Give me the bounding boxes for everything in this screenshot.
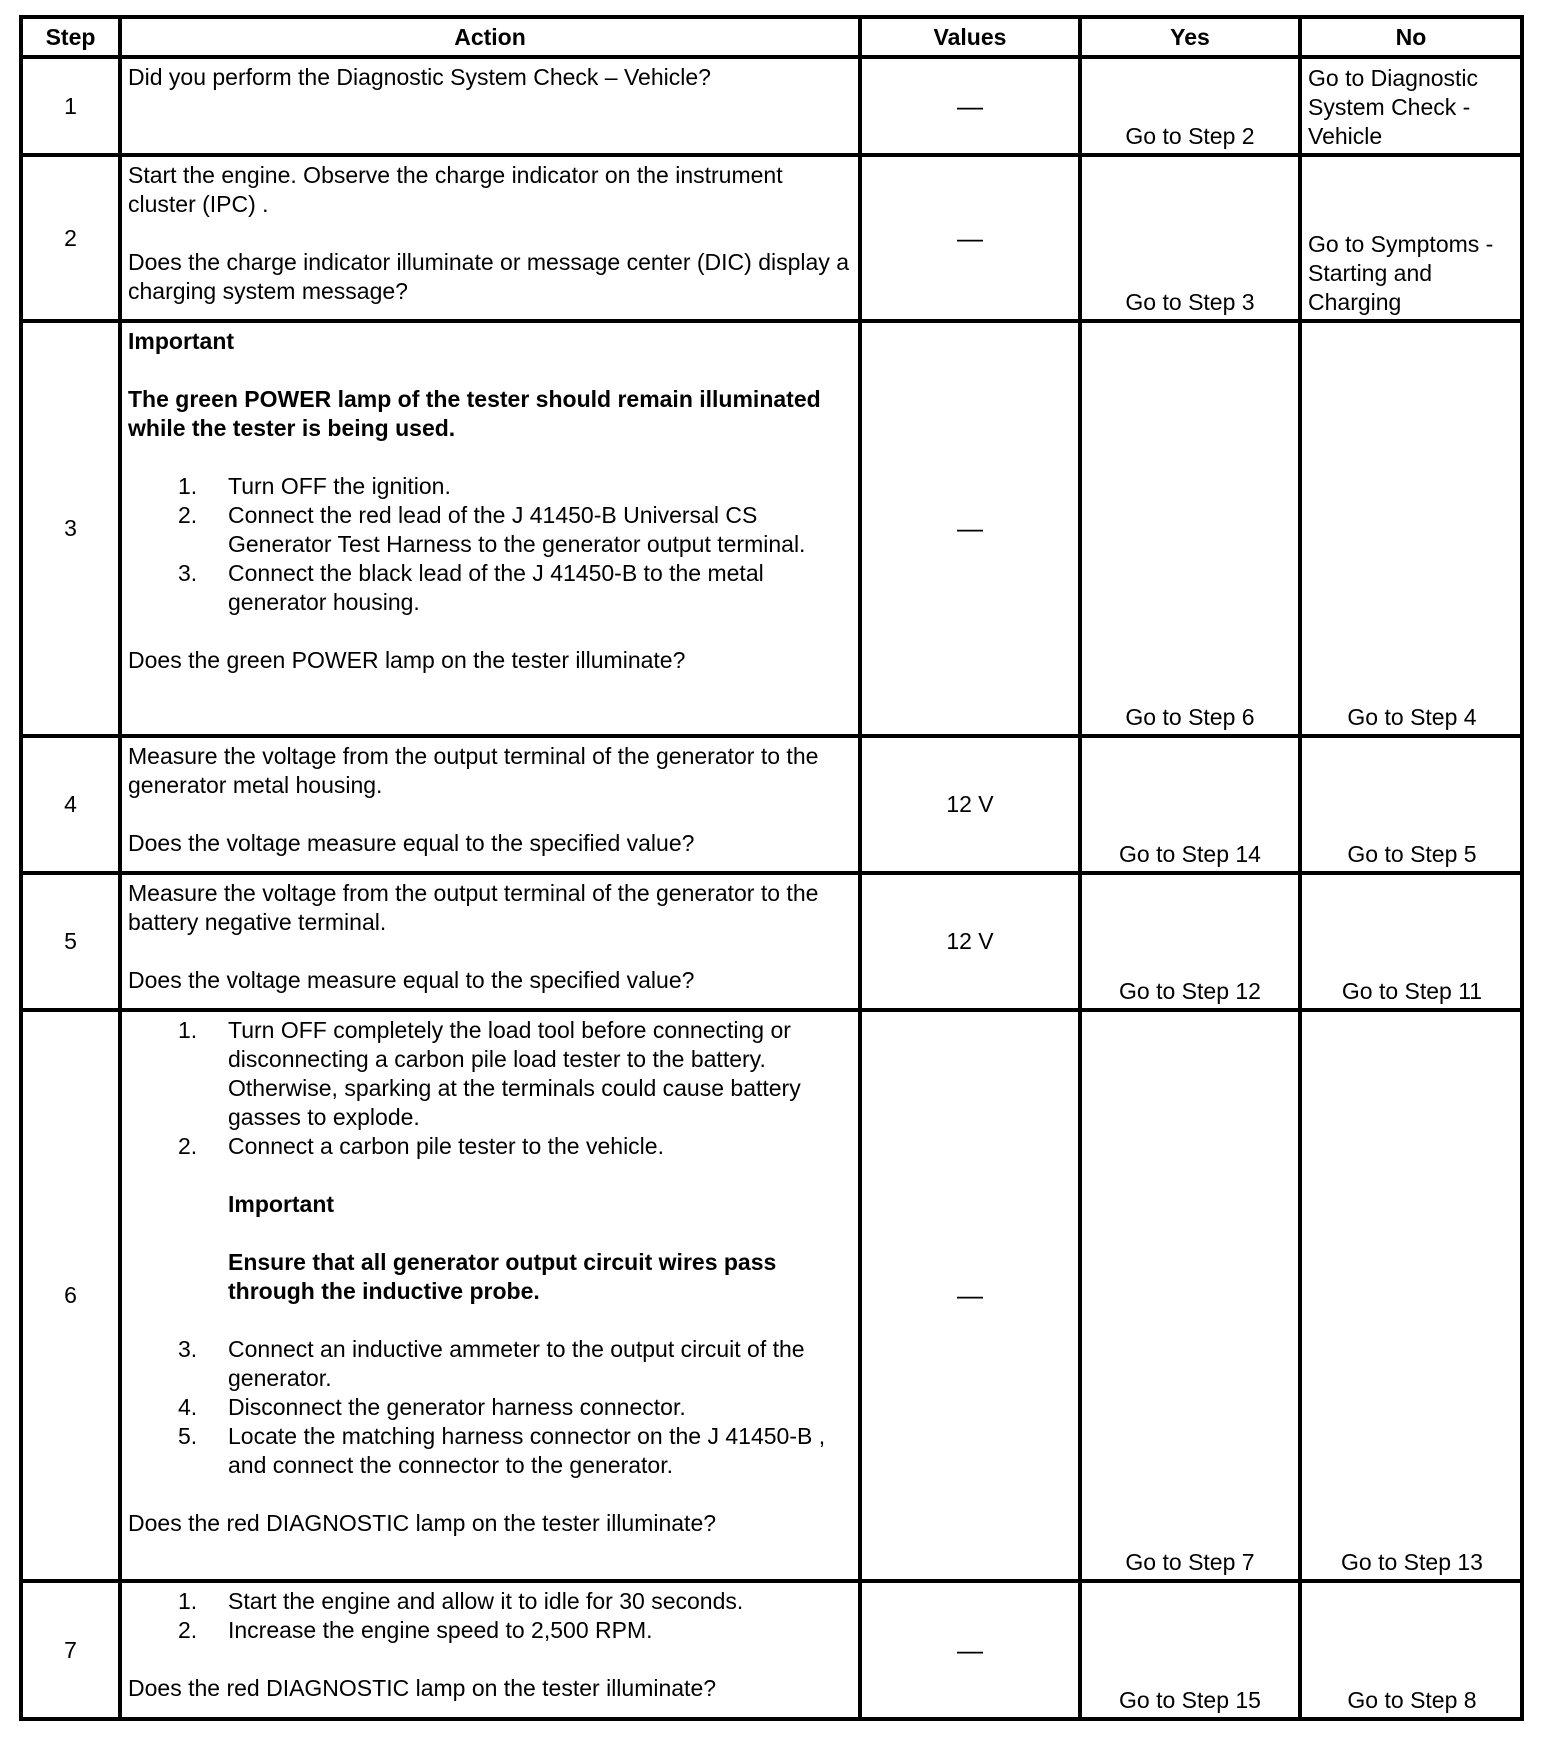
action-cell — [120, 155, 860, 321]
action-question: Does the voltage measure equal to the specified value? — [128, 967, 695, 993]
list-item: 1. Turn OFF completely the load tool before connecting or disconnecting a carbon pile load tester to the battery. Otherwise, sparking at the terminals could cause battery gasses to explode. — [178, 1017, 801, 1130]
list-item: 2. Increase the engine speed to 2,500 RPM. — [178, 1617, 653, 1643]
action-cell — [120, 1010, 860, 1581]
table-row — [21, 736, 1522, 873]
yes-cell: Go to Step 2 — [1080, 57, 1300, 155]
no-cell: Go to Symptoms - Starting and Charging — [1300, 155, 1522, 321]
header-step: Step — [21, 17, 120, 57]
no-cell: Go to Step 13 — [1300, 1010, 1522, 1581]
list-item: 3. Connect an inductive ammeter to the output circuit of the generator. — [178, 1336, 805, 1391]
step-number: 4 — [21, 736, 120, 873]
action-cell — [120, 873, 860, 1010]
table-row — [21, 1010, 1522, 1581]
header-action: Action — [120, 17, 860, 57]
step-list — [128, 1016, 854, 1161]
value-cell: — — [860, 1581, 1080, 1719]
step-list — [128, 1335, 854, 1480]
header-values: Values — [860, 17, 1080, 57]
yes-cell: Go to Step 7 — [1080, 1010, 1300, 1581]
list-item: 1. Start the engine and allow it to idle for 30 seconds. — [178, 1588, 744, 1614]
header-no: No — [1300, 17, 1522, 57]
table-row — [21, 1581, 1522, 1719]
action-question: Did you perform the Diagnostic System Check – Vehicle? — [128, 64, 711, 90]
action-text: Measure the voltage from the output terminal of the generator to the generator metal housing. — [128, 743, 819, 798]
table-row — [21, 321, 1522, 736]
value-cell: — — [860, 321, 1080, 736]
value-cell: 12 V — [860, 736, 1080, 873]
action-text: Measure the voltage from the output terminal of the generator to the battery negative terminal. — [128, 880, 819, 935]
no-cell: Go to Step 11 — [1300, 873, 1522, 1010]
table-row — [21, 873, 1522, 1010]
step-list — [128, 1587, 854, 1645]
no-cell: Go to Diagnostic System Check - Vehicle — [1300, 57, 1522, 155]
list-item: 5. Locate the matching harness connector on the J 41450-B , and connect the connector to the generator. — [178, 1423, 826, 1478]
no-cell: Go to Step 4 — [1300, 321, 1522, 736]
no-cell: Go to Step 5 — [1300, 736, 1522, 873]
action-cell — [120, 321, 860, 736]
list-item: 4. Disconnect the generator harness connector. — [178, 1394, 686, 1420]
step-number: 5 — [21, 873, 120, 1010]
list-item: 1. Turn OFF the ignition. — [178, 473, 451, 499]
action-question: Does the red DIAGNOSTIC lamp on the tester illuminate? — [128, 1510, 717, 1536]
action-question: Does the red DIAGNOSTIC lamp on the tester illuminate? — [128, 1675, 717, 1701]
action-cell — [120, 736, 860, 873]
yes-cell: Go to Step 14 — [1080, 736, 1300, 873]
value-cell: — — [860, 1010, 1080, 1581]
step-number: 7 — [21, 1581, 120, 1719]
yes-cell: Go to Step 12 — [1080, 873, 1300, 1010]
yes-cell: Go to Step 3 — [1080, 155, 1300, 321]
step-number: 6 — [21, 1010, 120, 1581]
list-item: 2. Connect the red lead of the J 41450-B Universal CS Generator Test Harness to the generator output terminal. — [178, 502, 806, 557]
action-cell — [120, 57, 860, 155]
important-text: Ensure that all generator output circuit wires pass through the inductive probe. — [228, 1249, 777, 1304]
header-yes: Yes — [1080, 17, 1300, 57]
step-number: 1 — [21, 57, 120, 155]
value-cell: 12 V — [860, 873, 1080, 1010]
table-row — [21, 57, 1522, 155]
action-question: Does the voltage measure equal to the specified value? — [128, 830, 695, 856]
header-row — [21, 17, 1522, 57]
value-cell: — — [860, 57, 1080, 155]
important-label: Important — [128, 328, 235, 354]
step-number: 3 — [21, 321, 120, 736]
action-text: Start the engine. Observe the charge indicator on the instrument cluster (IPC) . — [128, 162, 783, 217]
value-cell: — — [860, 155, 1080, 321]
step-list — [128, 472, 854, 617]
important-label: Important — [228, 1191, 335, 1217]
action-question: Does the green POWER lamp on the tester illuminate? — [128, 647, 686, 673]
step-number: 2 — [21, 155, 120, 321]
list-item: 3. Connect the black lead of the J 41450-B to the metal generator housing. — [178, 560, 764, 615]
action-question: Does the charge indicator illuminate or message center (DIC) display a charging system message? — [128, 249, 849, 304]
yes-cell: Go to Step 15 — [1080, 1581, 1300, 1719]
important-text: The green POWER lamp of the tester should remain illuminated while the tester is being used. — [128, 386, 821, 441]
table-row — [21, 155, 1522, 321]
no-cell: Go to Step 8 — [1300, 1581, 1522, 1719]
yes-cell: Go to Step 6 — [1080, 321, 1300, 736]
action-cell — [120, 1581, 860, 1719]
diagnostic-table — [19, 15, 1524, 1721]
list-item: 2. Connect a carbon pile tester to the vehicle. — [178, 1133, 664, 1159]
